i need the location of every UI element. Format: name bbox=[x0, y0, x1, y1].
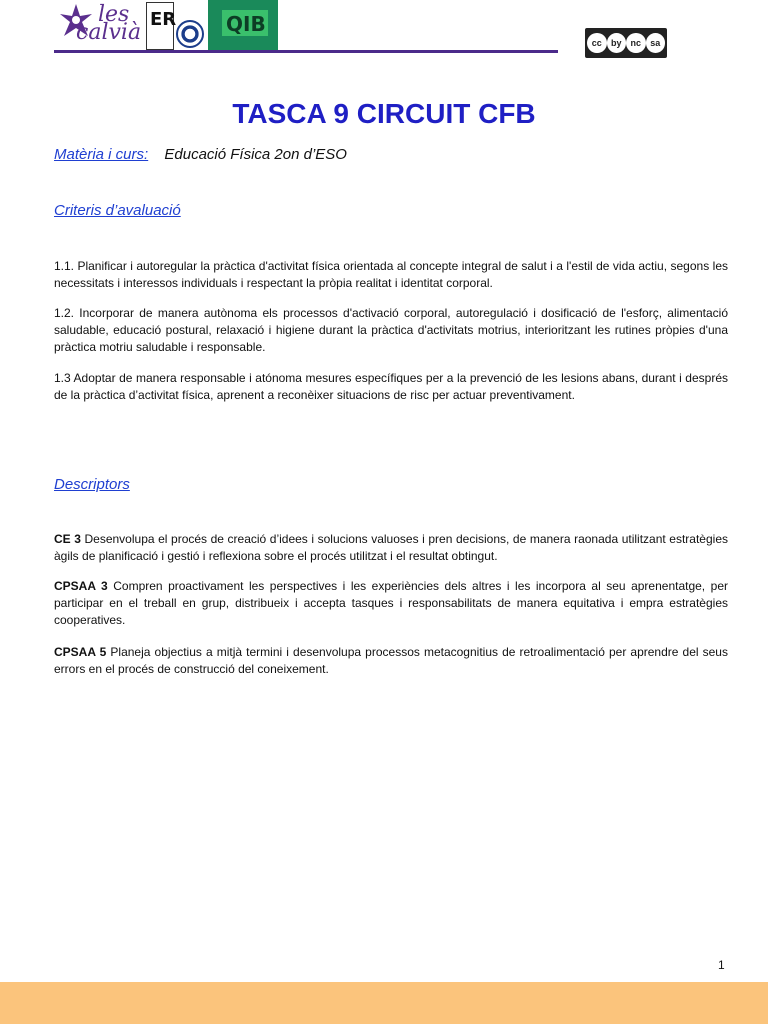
logo-les-text: les bbox=[98, 2, 130, 27]
by-icon: by bbox=[607, 33, 627, 53]
cc-icon: cc bbox=[587, 33, 607, 53]
subject-value: Educació Física 2on d’ESO bbox=[164, 146, 347, 163]
nc-icon: nc bbox=[626, 33, 646, 53]
descriptors-heading: Descriptors bbox=[54, 476, 130, 493]
logo-calvia-text: calvià bbox=[76, 20, 142, 45]
descriptor-text: Planeja objectius a mitjà termini i desenvolupa processos metacognitius de retroalimentació per aprendre del seus errors en el procés de construcció del coneixement. bbox=[54, 645, 728, 676]
descriptor-text: Compren proactivament les perspectives i les experiències dels altres i les incorpora al seu aprenentatge, per participar en el treball en grup, distribueix i accepta tasques i responsabilitats de manera equitativa i empra estratègies cooperatives. bbox=[54, 579, 728, 627]
subject-label: Matèria i curs: bbox=[54, 146, 149, 163]
footer-band bbox=[0, 982, 768, 1024]
descriptor-ce3 bbox=[54, 531, 728, 565]
descriptor-cpsaa5 bbox=[54, 644, 728, 678]
descriptor-code: CPSAA 3 bbox=[54, 579, 108, 593]
header-logos bbox=[54, 0, 278, 52]
logo-er-text: ER bbox=[150, 9, 177, 30]
header-divider bbox=[54, 50, 558, 53]
descriptor-text: Desenvolupa el procés de creació d’idees i solucions valuoses i pren decisions, de manera raonada utilitzant estratègies àgils de planificació i gestió i reflexiona sobre el procés utilitzat i el resultat obtingut. bbox=[54, 532, 728, 563]
criterion-1-2: 1.2. Incorporar de manera autònoma els processos d'activació corporal, autoregulació i dosificació de l'esforç, alimentació saludable, educació postural, relaxació i higiene durant la pràctica d'activitats motrius, interioritzant les rutines pròpies d'una pràctica motriu saludable i responsable. bbox=[54, 306, 728, 354]
qib-logo bbox=[208, 0, 278, 50]
les-calvia-logo bbox=[54, 0, 154, 50]
creative-commons-badge bbox=[585, 28, 667, 58]
document-title: TASCA 9 CIRCUIT CFB bbox=[232, 98, 536, 129]
page-number: 1 bbox=[718, 958, 725, 972]
sa-icon: sa bbox=[646, 33, 666, 53]
subject-line bbox=[54, 146, 347, 163]
er-logo bbox=[146, 2, 177, 50]
criterion-1-1: 1.1. Planificar i autoregular la pràctica d'activitat física orientada al concepte integral de salut i a l'estil de vida actiu, segons les necessitats i interessos individuals i respectant la pròpia realitat i identitat corporal. bbox=[54, 259, 728, 290]
circle-seal-icon bbox=[176, 20, 204, 48]
descriptor-code: CPSAA 5 bbox=[54, 645, 107, 659]
criterion-1-3: 1.3 Adoptar de manera responsable i atónoma mesures específiques per a la prevenció de les lesions abans, durant i després de la pràctica d’activitat física, aprenent a reconèixer situacions de risc per actuar preventivament. bbox=[54, 371, 728, 402]
descriptor-code: CE 3 bbox=[54, 532, 81, 546]
descriptor-cpsaa3 bbox=[54, 578, 728, 629]
logo-qib-text: QIB bbox=[226, 12, 266, 36]
criteria-heading: Criteris d’avaluació bbox=[54, 202, 181, 219]
